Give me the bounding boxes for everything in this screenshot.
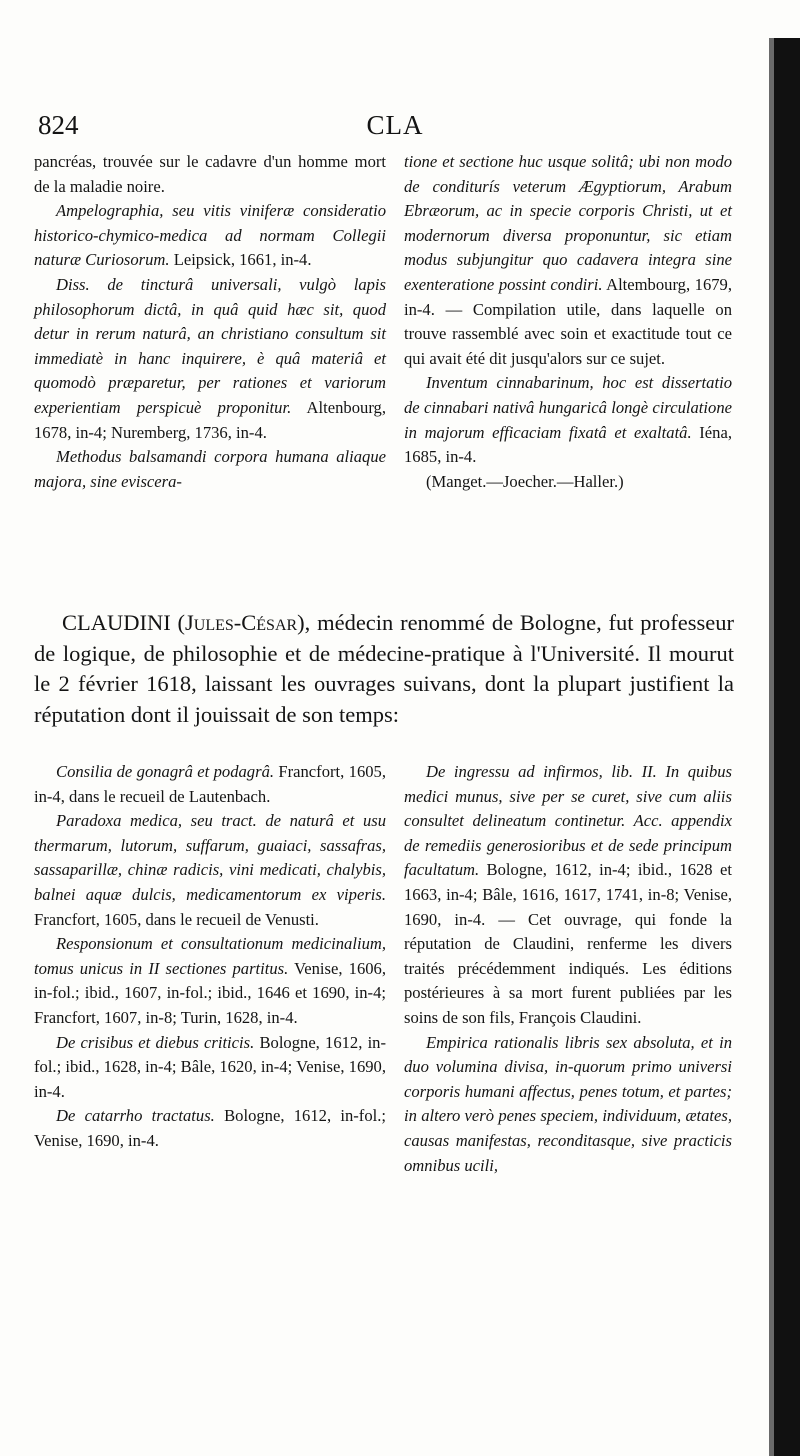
top-left-column (34, 150, 386, 494)
entry-forenames: (Jules-César) (177, 610, 305, 635)
bibliography-item: De crisibus et diebus criticis. Bologne, 1612, in-fol.; ibid., 1628, in-4; Bâle, 1620, in-4; Venise, 1690, in-4. (34, 1032, 387, 1101)
bibliography-item: Diss. de tincturâ universali, vulgò lapis philosophorum dictâ, in quâ quid hæc sit, quod detur in rerum naturâ, an christiano consultum sit immediatè in hanc inquirere, è quâ materiâ et quomodò præparetur, per rationes et variorum experientiam perspicuè proponitur. Altenbourg, 1678, in-4; Nuremberg, 1736, in-4. (34, 274, 386, 442)
bibliography-item: Consilia de gonagrâ et podagrâ. Francfort, 1605, in-4, dans le recueil de Lautenbach. (34, 762, 386, 806)
paragraph: pancréas, trouvée sur le cadavre d'un homme mort de la maladie noire. (34, 152, 386, 196)
bibliography-item: Ampelographia, seu vitis viniferæ consideratio historico-chymico-medica ad normam Collegii naturæ Curiosorum. Leipsick, 1661, in-4. (34, 201, 386, 270)
sources-note: (Manget.—Joecher.—Haller.) (426, 471, 624, 491)
top-right-column (404, 150, 732, 494)
page-number: 824 (38, 110, 79, 140)
page-header (38, 110, 752, 146)
bibliography-item: Empirica rationalis libris sex absoluta, et in duo volumina divisa, in-quorum primo universi corporis humani affectus, penes totum, et partes; in altero verò penes speciem, individuum, ætates, causas manifestas, reconditasque, sive practicis omnibus ucili, (404, 1032, 732, 1175)
bibliography-item: Methodus balsamandi corpora humana aliaque majora, sine eviscera- (34, 447, 386, 491)
bibliography-item: De ingressu ad infirmos, lib. II. In quibus medici munus, sive per se curet, sive cum aliis consultet delineatum continetur. Acc. appendix de remediis generosioribus et de sede principum facultatum. Bologne, 1612, in-4; ibid., 1628 et 1663, in-4; Bâle, 1616, 1617, 1741, in-8; Venise, 1690, in-4. — Cet ouvrage, qui fonde la réputation de Claudini, renferme les divers traités précédemment indiqués. Les éditions postérieures à sa mort furent publiées par les soins de son fils, François Claudini. (404, 762, 732, 1027)
entry-body: , médecin renommé de Bologne, fut professeur de logique, de philosophie et de médecine-pratique à l'Université. Il mourut le 2 février 1618, laissant les ouvrages suivans, dont la plupart justifient la réputation dont il jouissait de son temps: (34, 610, 735, 727)
page-edge-shadow (774, 38, 800, 1456)
bottom-left-column (34, 760, 386, 1154)
bibliography-item: tione et sectione huc usque solitâ; ubi non modo de conditurís veterum Ægyptiorum, Arabum Ebræorum, ac in specie corporis Christi, ut et modernorum diversa proponuntur, sic etiam modus subjungitur quo cadavera integra sine exenteratione possint condiri. Altembourg, 1679, in-4. — Compilation utile, dans laquelle on trouve rassemblé avec soin et exactitude tout ce qui avait été dit jusqu'alors sur ce sujet. (404, 152, 732, 368)
bibliography-item: De catarrho tractatus. Bologne, 1612, in-fol.; Venise, 1690, in-4. (34, 1106, 386, 1150)
bibliography-item: Paradoxa medica, seu tract. de naturâ et usu thermarum, lutorum, suffarum, guaiaci, sassafras, sassaparillæ, chinæ radicis, vini medicati, chalybis, balnei aquæ dulcis, medicamentorum ex viperis. Francfort, 1605, dans le recueil de Venusti. (34, 811, 386, 929)
bibliography-item: Responsionum et consultationum medicinalium, tomus unicus in II sectiones partitus. Venise, 1606, in-fol.; ibid., 1607, in-fol.; ibid., 1646 et 1690, in-4; Francfort, 1607, in-8; Turin, 1628, in-4. (34, 934, 386, 1027)
biography-entry (34, 608, 734, 730)
entry-name: CLAUDINI (62, 610, 171, 635)
bibliography-item: Inventum cinnabarinum, hoc est dissertatio de cinnabari nativâ hungaricâ longè circulatione in majorum efficaciam fixatâ et exaltatâ. Iéna, 1685, in-4. (404, 373, 732, 467)
bottom-right-column (404, 760, 732, 1178)
running-head: CLA (366, 110, 424, 140)
